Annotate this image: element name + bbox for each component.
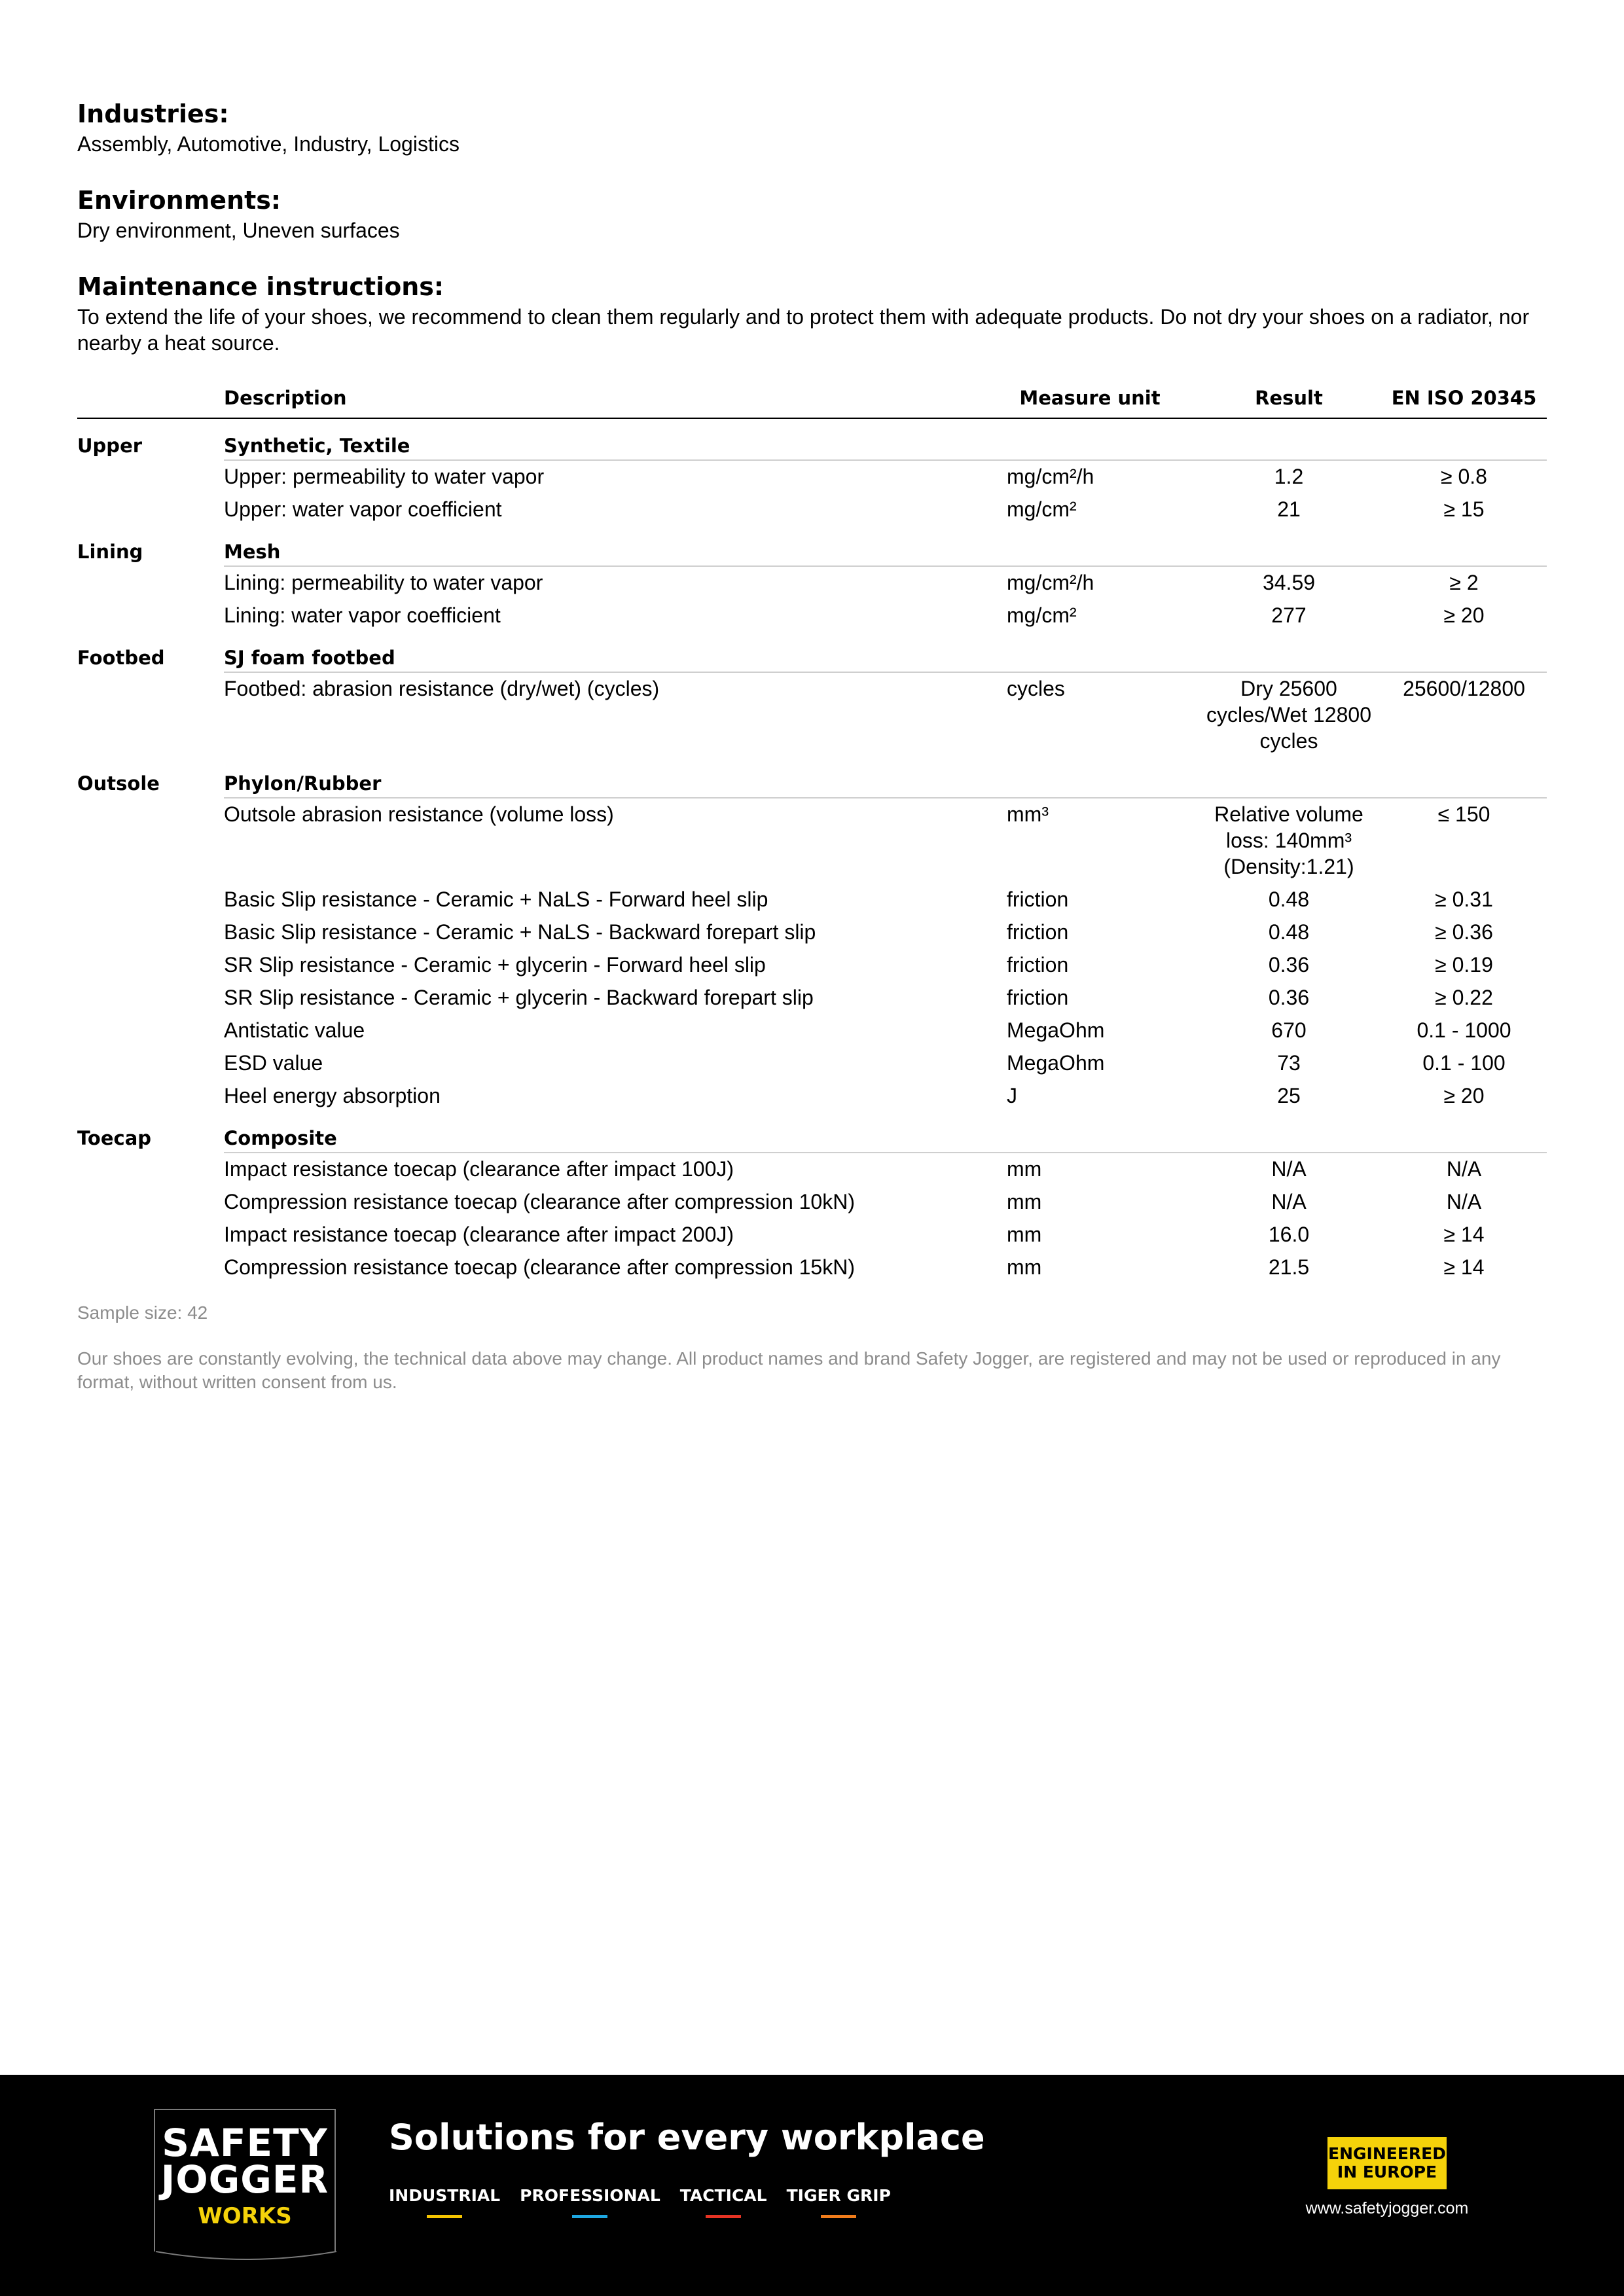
row-unit: friction xyxy=(1007,920,1069,944)
table-row xyxy=(77,1047,1547,1080)
row-standard: ≤ 150 xyxy=(1437,802,1490,826)
table-row xyxy=(77,798,1547,884)
row-result: Relative volume loss: 140mm³ (Density:1.21) xyxy=(1214,802,1363,878)
industries-section xyxy=(77,98,1547,157)
row-standard: ≥ 14 xyxy=(1443,1223,1485,1246)
row-unit: mm xyxy=(1007,1190,1042,1213)
category-label: INDUSTRIAL xyxy=(389,2186,501,2205)
table-header-row xyxy=(77,385,1547,418)
group-spacer xyxy=(1197,1113,1381,1153)
category-underline xyxy=(706,2215,741,2218)
category-tactical[interactable] xyxy=(680,2185,767,2218)
table-row xyxy=(77,460,1547,493)
footer-bar xyxy=(0,2075,1624,2296)
maintenance-section xyxy=(77,271,1547,356)
sample-size: Sample size: 42 xyxy=(77,1302,208,1323)
row-part-spacer xyxy=(77,949,224,982)
environments-text: Dry environment, Uneven surfaces xyxy=(77,219,400,242)
category-label: TACTICAL xyxy=(679,2186,767,2205)
maintenance-text: To extend the life of your shoes, we recommend to clean them regularly and to protect them with adequate products. Do not dry your shoes on a radiator, nor nearby a heat source. xyxy=(77,305,1530,355)
row-standard: ≥ 20 xyxy=(1443,1084,1485,1107)
row-part-spacer xyxy=(77,1186,224,1219)
material-name: Synthetic, Textile xyxy=(224,418,983,460)
table-row xyxy=(77,982,1547,1014)
category-underline xyxy=(821,2215,856,2218)
table-row xyxy=(77,1251,1547,1284)
row-unit: mg/cm²/h xyxy=(1007,571,1094,594)
row-description: Footbed: abrasion resistance (dry/wet) (cycles) xyxy=(224,677,660,700)
logo-line-3: WORKS xyxy=(198,2203,292,2229)
row-unit: mg/cm² xyxy=(1007,603,1077,627)
group-spacer xyxy=(1381,1113,1547,1153)
group-spacer xyxy=(983,418,1197,460)
row-standard: N/A xyxy=(1446,1190,1482,1213)
row-description: ESD value xyxy=(224,1051,323,1075)
row-description: Lining: water vapor coefficient xyxy=(224,603,501,627)
row-result: 25 xyxy=(1277,1084,1301,1107)
row-standard: 25600/12800 xyxy=(1403,677,1525,700)
row-result: 16.0 xyxy=(1268,1223,1310,1246)
group-spacer xyxy=(1197,758,1381,798)
row-result: N/A xyxy=(1271,1157,1307,1181)
table-row xyxy=(77,1219,1547,1251)
header-standard: EN ISO 20345 xyxy=(1381,385,1547,418)
table-row xyxy=(77,600,1547,632)
row-result: 0.36 xyxy=(1268,986,1310,1009)
part-name: Outsole xyxy=(77,772,160,795)
row-unit: mm xyxy=(1007,1223,1042,1246)
row-description: Compression resistance toecap (clearance after compression 15kN) xyxy=(224,1255,855,1279)
group-spacer xyxy=(983,1113,1197,1153)
row-description: Upper: water vapor coefficient xyxy=(224,497,502,521)
row-standard: ≥ 20 xyxy=(1443,603,1485,627)
group-spacer xyxy=(1197,526,1381,566)
badge-line-1: ENGINEERED xyxy=(1328,2144,1446,2163)
row-result: 0.48 xyxy=(1268,920,1310,944)
group-spacer xyxy=(983,632,1197,672)
row-standard: ≥ 14 xyxy=(1443,1255,1485,1279)
safety-jogger-works-logo xyxy=(154,2109,336,2251)
row-result: N/A xyxy=(1271,1190,1307,1213)
category-label: PROFESSIONAL xyxy=(520,2186,660,2205)
row-unit: MegaOhm xyxy=(1007,1051,1105,1075)
row-result: 670 xyxy=(1271,1018,1307,1042)
row-part-spacer xyxy=(77,1047,224,1080)
row-result: Dry 25600 cycles/Wet 12800 cycles xyxy=(1206,677,1371,753)
row-description: Upper: permeability to water vapor xyxy=(224,465,545,488)
row-part-spacer xyxy=(77,982,224,1014)
logo-line-1: SAFETY xyxy=(162,2121,328,2165)
row-unit: friction xyxy=(1007,986,1069,1009)
row-result: 34.59 xyxy=(1262,571,1316,594)
material-name: SJ foam footbed xyxy=(224,632,983,672)
specs-body xyxy=(77,418,1547,1284)
row-result: 0.48 xyxy=(1268,888,1310,911)
row-part-spacer xyxy=(77,916,224,949)
row-standard: 0.1 - 1000 xyxy=(1416,1018,1511,1042)
row-description: Basic Slip resistance - Ceramic + NaLS - Forward heel slip xyxy=(224,888,768,911)
header-description: Description xyxy=(224,385,983,418)
table-row xyxy=(77,566,1547,600)
engineered-in-europe-badge xyxy=(1327,2137,1447,2189)
row-description: Heel energy absorption xyxy=(224,1084,441,1107)
table-row xyxy=(77,916,1547,949)
row-result: 21.5 xyxy=(1268,1255,1310,1279)
group-spacer xyxy=(1381,632,1547,672)
row-part-spacer xyxy=(77,798,224,884)
maintenance-title: Maintenance instructions: xyxy=(77,272,444,301)
row-standard: ≥ 0.36 xyxy=(1435,920,1493,944)
category-underline xyxy=(572,2215,607,2218)
row-part-spacer xyxy=(77,884,224,916)
table-group-row xyxy=(77,632,1547,672)
industries-title: Industries: xyxy=(77,99,229,128)
header-result: Result xyxy=(1197,385,1381,418)
group-spacer xyxy=(1197,418,1381,460)
row-description: Basic Slip resistance - Ceramic + NaLS - Backward forepart slip xyxy=(224,920,816,944)
specs-table xyxy=(77,385,1547,1284)
row-standard: ≥ 0.8 xyxy=(1441,465,1487,488)
row-standard: ≥ 0.31 xyxy=(1435,888,1493,911)
material-name: Composite xyxy=(224,1113,983,1153)
table-row xyxy=(77,884,1547,916)
row-result: 1.2 xyxy=(1274,465,1304,488)
row-standard: ≥ 2 xyxy=(1449,571,1479,594)
row-unit: friction xyxy=(1007,953,1069,977)
row-unit: mm³ xyxy=(1007,802,1049,826)
group-spacer xyxy=(983,758,1197,798)
row-part-spacer xyxy=(77,1014,224,1047)
environments-title: Environments: xyxy=(77,186,281,215)
group-spacer xyxy=(1381,758,1547,798)
table-row xyxy=(77,949,1547,982)
part-name: Lining xyxy=(77,541,143,563)
row-part-spacer xyxy=(77,672,224,758)
category-professional[interactable] xyxy=(520,2185,660,2218)
row-standard: ≥ 0.19 xyxy=(1435,953,1493,977)
row-result: 0.36 xyxy=(1268,953,1310,977)
logo-line-2: JOGGER xyxy=(160,2157,329,2202)
group-spacer xyxy=(1381,526,1547,566)
row-standard: ≥ 0.22 xyxy=(1435,986,1493,1009)
table-group-row xyxy=(77,526,1547,566)
header-part xyxy=(77,385,224,418)
row-description: SR Slip resistance - Ceramic + glycerin - Forward heel slip xyxy=(224,953,766,977)
table-row xyxy=(77,672,1547,758)
group-spacer xyxy=(983,526,1197,566)
industries-text: Assembly, Automotive, Industry, Logistics xyxy=(77,132,460,156)
row-part-spacer xyxy=(77,1219,224,1251)
part-name: Footbed xyxy=(77,647,165,669)
row-unit: MegaOhm xyxy=(1007,1018,1105,1042)
table-row xyxy=(77,1080,1547,1113)
datasheet-content xyxy=(77,98,1547,1394)
row-unit: mm xyxy=(1007,1255,1042,1279)
row-description: Antistatic value xyxy=(224,1018,365,1042)
disclaimer-text: Our shoes are constantly evolving, the technical data above may change. All product names and brand Safety Jogger, are registered and may not be used or reproduced in any format, without written consent from us. xyxy=(77,1348,1501,1392)
badge-line-2: IN EUROPE xyxy=(1337,2162,1437,2181)
table-group-row xyxy=(77,758,1547,798)
table-group-row xyxy=(77,1113,1547,1153)
row-standard: ≥ 15 xyxy=(1443,497,1485,521)
row-description: Outsole abrasion resistance (volume loss) xyxy=(224,802,614,826)
category-tiger-grip[interactable] xyxy=(787,2185,891,2218)
row-description: Compression resistance toecap (clearance after compression 10kN) xyxy=(224,1190,855,1213)
header-measure-unit: Measure unit xyxy=(983,385,1197,418)
row-unit: mm xyxy=(1007,1157,1042,1181)
row-result: 73 xyxy=(1277,1051,1301,1075)
row-description: SR Slip resistance - Ceramic + glycerin - Backward forepart slip xyxy=(224,986,814,1009)
material-name: Mesh xyxy=(224,526,983,566)
row-part-spacer xyxy=(77,493,224,526)
row-part-spacer xyxy=(77,600,224,632)
group-spacer xyxy=(1381,418,1547,460)
row-standard: N/A xyxy=(1446,1157,1482,1181)
part-name: Upper xyxy=(77,435,143,457)
table-row xyxy=(77,1014,1547,1047)
row-part-spacer xyxy=(77,1251,224,1284)
row-result: 21 xyxy=(1277,497,1301,521)
row-result: 277 xyxy=(1271,603,1307,627)
table-row xyxy=(77,493,1547,526)
group-spacer xyxy=(1197,632,1381,672)
category-label: TIGER GRIP xyxy=(786,2186,891,2205)
website-link[interactable]: www.safetyjogger.com xyxy=(1305,2199,1469,2217)
table-row xyxy=(77,1153,1547,1186)
environments-section xyxy=(77,185,1547,243)
part-name: Toecap xyxy=(77,1127,152,1149)
row-description: Lining: permeability to water vapor xyxy=(224,571,543,594)
footer-slogan: Solutions for every workplace xyxy=(389,2117,985,2158)
table-row xyxy=(77,1186,1547,1219)
category-underline xyxy=(427,2215,462,2218)
row-unit: friction xyxy=(1007,888,1069,911)
row-description: Impact resistance toecap (clearance after impact 200J) xyxy=(224,1223,734,1246)
row-unit: mg/cm² xyxy=(1007,497,1077,521)
table-group-row xyxy=(77,418,1547,460)
row-part-spacer xyxy=(77,1153,224,1186)
row-unit: J xyxy=(1007,1084,1017,1107)
material-name: Phylon/Rubber xyxy=(224,758,983,798)
row-unit: cycles xyxy=(1007,677,1065,700)
row-description: Impact resistance toecap (clearance after impact 100J) xyxy=(224,1157,734,1181)
row-part-spacer xyxy=(77,460,224,493)
row-unit: mg/cm²/h xyxy=(1007,465,1094,488)
category-industrial[interactable] xyxy=(389,2185,500,2218)
row-standard: 0.1 - 100 xyxy=(1422,1051,1506,1075)
row-part-spacer xyxy=(77,566,224,600)
row-part-spacer xyxy=(77,1080,224,1113)
footer-categories xyxy=(389,2185,911,2218)
